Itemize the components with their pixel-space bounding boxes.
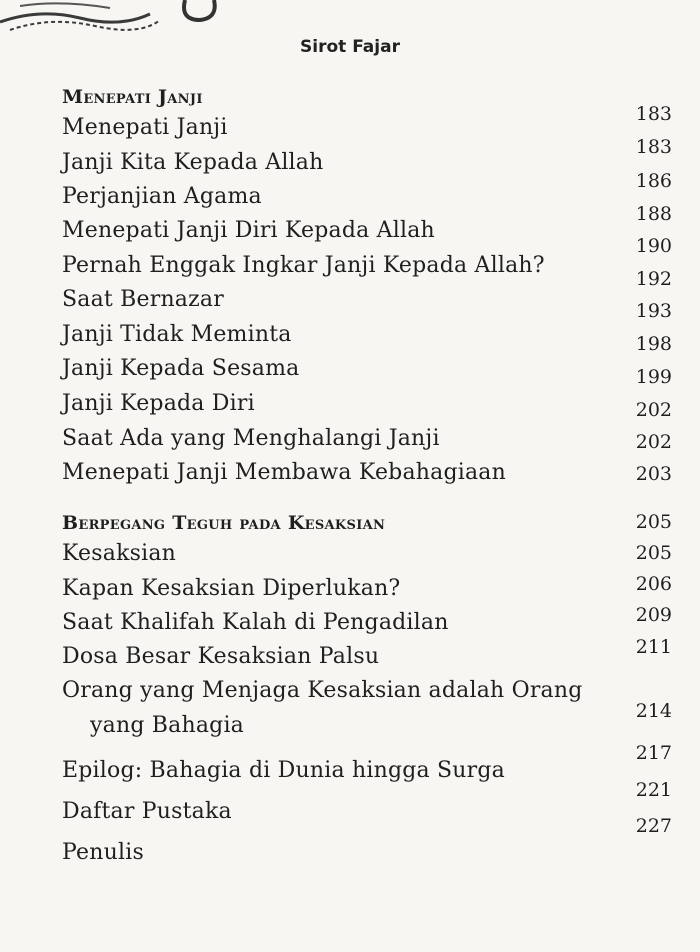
toc-page-number: 192: [635, 268, 672, 290]
toc-page-number: 214: [635, 700, 672, 722]
section-page-number: 205: [635, 511, 672, 533]
toc-entry[interactable]: Saat Khalifah Kalah di Pengadilan: [62, 610, 449, 635]
toc-page-number: 227: [635, 815, 672, 837]
toc-page-number: 188: [635, 203, 672, 225]
toc-page-number: 190: [635, 235, 672, 257]
toc-entry[interactable]: Kesaksian: [62, 541, 177, 566]
toc-entry-continuation[interactable]: yang Bahagia: [90, 713, 244, 738]
toc-page-number: 199: [635, 366, 672, 388]
toc-entry[interactable]: Saat Ada yang Menghalangi Janji: [62, 426, 440, 451]
toc-entry-epilog[interactable]: Epilog: Bahagia di Dunia hingga Surga: [62, 758, 505, 783]
toc-entry[interactable]: Kapan Kesaksian Diperlukan?: [62, 576, 401, 601]
toc-entry[interactable]: Janji Kepada Diri: [62, 391, 255, 416]
toc-page-number: 217: [635, 742, 672, 764]
toc-entry[interactable]: Orang yang Menjaga Kesaksian adalah Orang: [62, 678, 583, 703]
toc-page-number: 209: [635, 604, 672, 626]
toc-page-number: 205: [635, 542, 672, 564]
toc-page-number: 183: [635, 136, 672, 158]
toc-page-number: 221: [635, 779, 672, 801]
toc-entry[interactable]: Menepati Janji: [62, 115, 228, 140]
toc-page-number: 211: [635, 636, 672, 658]
toc-page-number: 193: [635, 300, 672, 322]
toc-page-number: 202: [635, 399, 672, 421]
decorative-ornament-icon: [0, 0, 240, 40]
toc-page-number: 203: [635, 463, 672, 485]
toc-page-number: 186: [635, 170, 672, 192]
toc-page-number: 206: [635, 573, 672, 595]
toc-entry[interactable]: Dosa Besar Kesaksian Palsu: [62, 644, 380, 669]
running-header-title: Sirot Fajar: [300, 37, 400, 57]
toc-entry[interactable]: Janji Tidak Meminta: [62, 322, 292, 347]
toc-entry[interactable]: Menepati Janji Membawa Kebahagiaan: [62, 460, 506, 485]
toc-page-number: 198: [635, 333, 672, 355]
toc-entry[interactable]: Perjanjian Agama: [62, 184, 262, 209]
toc-entry[interactable]: Janji Kita Kepada Allah: [62, 150, 324, 175]
toc-entry[interactable]: Pernah Enggak Ingkar Janji Kepada Allah?: [62, 253, 545, 278]
toc-entry[interactable]: Saat Bernazar: [62, 287, 224, 312]
section-title-menepati-janji[interactable]: Menepati Janji: [62, 86, 203, 108]
toc-page-number: 202: [635, 431, 672, 453]
toc-entry[interactable]: Menepati Janji Diri Kepada Allah: [62, 218, 435, 243]
toc-entry-penulis[interactable]: Penulis: [62, 840, 144, 865]
toc-entry-daftar-pustaka[interactable]: Daftar Pustaka: [62, 799, 232, 824]
toc-entry[interactable]: Janji Kepada Sesama: [62, 356, 300, 381]
section-page-number: 183: [635, 103, 672, 125]
section-title-berpegang-teguh[interactable]: Berpegang Teguh pada Kesaksian: [62, 512, 386, 534]
